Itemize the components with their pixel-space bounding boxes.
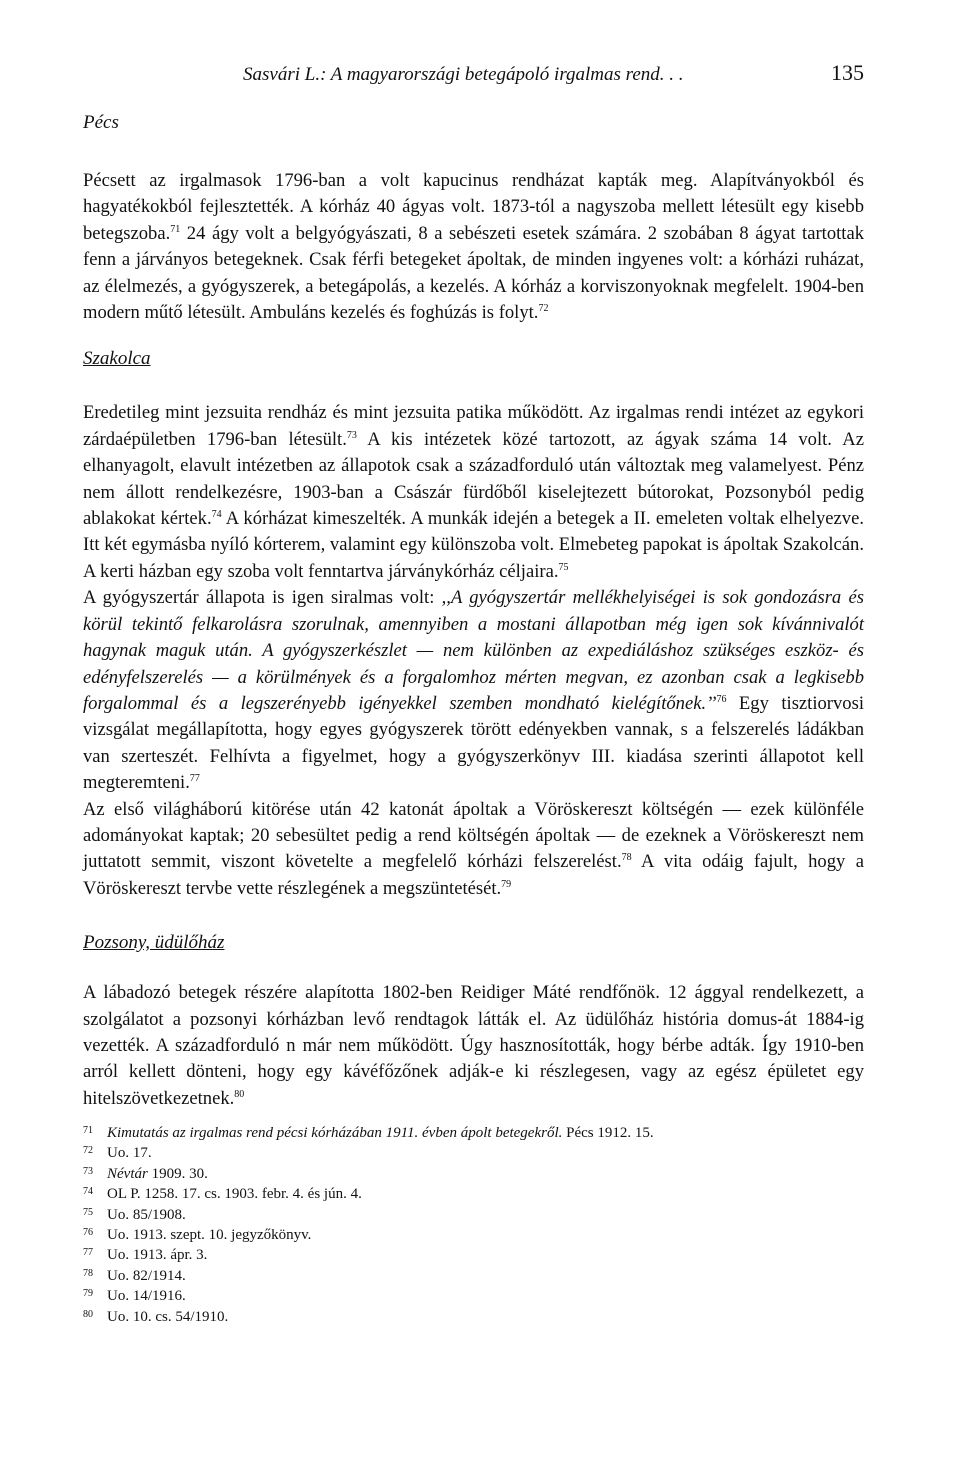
footnote-ref[interactable]: 73 [346,429,357,441]
paragraph-szakolca-3: Az első világháború kitörése után 42 katonát ápoltak a Vöröskereszt költségén — ezek különféle adományokat kaptak; 20 sebesültet pedig a rend költségén ápoltak — de ezeknek a Vöröskereszt nem juttatott semmit, viszont követelte a megfelelő kórházi felszerelést.$^{78}$ A vita odáig fajult, hogy a Vöröskereszt tervbe vette részlegének a megszüntetését.$^{79}$ [83,798,864,899]
paragraph-pozsony: A lábadozó betegek részére alapította 1802-ben Reidiger Máté rendfőnök. 12 ággyal rendelkezett, a szolgálatot a pozsonyi kórházban levő rendtagok látták el. Az üdülőház história domus-át 1884-ig vezették. A századforduló n már nem működött. Úgy hasznosították, hogy bérbe adták. Így 1910-ben arról kellett dönteni, hogy egy kávéfőzőnek adják-e ki részlegesen, vagy az egész épületet egy hitelszövetkezetnek.$^{80}$ [83,982,864,1109]
footnote-item: 80 Uo. 10. cs. 54/1910. [83,1308,864,1328]
footnote-item: 74 OL P. 1258. 17. cs. 1903. febr. 4. és jún. 4. [83,1185,864,1205]
footnote-item: 77 Uo. 1913. ápr. 3. [83,1246,864,1266]
footnote-item: 75 Uo. 85/1908. [83,1206,864,1226]
footnote-number: 78 [83,1267,93,1279]
footnote-ref[interactable]: 80 [234,1088,245,1100]
footnote-ref[interactable]: 71 [170,223,181,235]
footnote-number: 74 [83,1186,93,1198]
footnote-item: 79 Uo. 14/1916. [83,1287,864,1307]
footnote-ref[interactable]: 79 [501,878,512,890]
footnotes [83,1124,864,1328]
footnote-number: 75 [83,1206,93,1218]
footnote-number: 72 [83,1145,93,1157]
footnote-item: 78 Uo. 82/1914. [83,1267,864,1287]
footnote-ref[interactable]: 77 [189,772,200,784]
footnote-ref[interactable]: 74 [211,508,222,520]
footnote-number: 73 [83,1165,93,1177]
footnote-item: 73 Névtár 1909. 30. [83,1165,864,1185]
footnote-ref[interactable]: 75 [558,561,569,573]
section-heading-szakolca: Szakolca [83,348,151,370]
running-head [83,58,864,98]
footnote-number: 77 [83,1247,93,1259]
footnote-number: 80 [83,1308,93,1320]
footnote-number: 71 [83,1125,93,1136]
archive-quote: ,,A gyógyszertár mellékhelyiségei is sok gondozásra és körül tekintő felkarolásra szorulnak, amennyiben a mostani állapotban még igen sok kívánnivalót hagynak maguk után. A gyógyszerkészlet — nem különben az expediáláshoz szükséges eszköz- és edényfelszerelés — a körülmények és a forgalomhoz mérten megvan, ez azonban csak a legkisebb forgalommal és a legszerényebb igényekkel szemben mondható kielégítőnek.’’ [83,587,864,714]
footnote-ref[interactable]: 76 [716,693,727,705]
page-number: 135 [831,60,864,85]
running-head-title: Sasvári L.: A magyarországi betegápoló irgalmas rend. . . [243,64,684,85]
footnote-item: 71 Kimutatás az irgalmas rend pécsi kórházában 1911. évben ápolt betegekről. Pécs 1912. 15. [83,1124,864,1144]
footnote-number: 76 [83,1227,93,1239]
paragraph-szakolca-2: A gyógyszertár állapota is igen siralmas volt: ,,A gyógyszertár mellékhelyiségei is sok gondozásra és körül tekintő felkarolásra szorulnak, amennyiben a mostani állapotban még igen sok kívánnivalót hagynak maguk után. A gyógyszerkészlet — nem különben az expediáláshoz szükséges eszköz- és edényfelszerelés — a körülmények és a forgalomhoz mérten megvan, ez azonban csak a legkisebb forgalommal és a legszerényebb igényekkel szemben mondható kielégítőnek.’’$^{76}$ Egy tisztiorvosi vizsgálat megállapította, hogy egyes gyógyszerek törött edényekben vannak, s a felszerelés ládákban van szerteszét. Felhívta a figyelmet, hogy a gyógyszerkönyv III. kiadása szerinti állapotot kell megteremteni.$^{77}$ [83,587,864,794]
footnote-item: 76 Uo. 1913. szept. 10. jegyzőkönyv. [83,1226,864,1246]
footnote-item: 72 Uo. 17. [83,1144,864,1164]
page-content [83,58,864,1112]
footnote-ref[interactable]: 72 [538,302,549,314]
footnote-ref[interactable]: 78 [621,852,632,864]
section-heading-pozsony: Pozsony, üdülőház [83,932,225,954]
paragraph-pecs: Pécsett az irgalmasok 1796-ban a volt kapucinus rendházat kapták meg. Alapítványokból és hagyatékokból fejlesztették. A kórház 40 ágyas volt. 1873-tól a nagyszoba mellett létesült egy kisebb betegszoba.$^{71}$ 24 ágy volt a belgyógyászati, 8 a sebészeti esetek számára. 2 szobában 8 ágyat tartottak fenn a járványos betegeknek. Csak férfi betegeket ápoltak, de minden ingyenes volt: a kórházi ruházat, az élelmezés, a gyógyszerek, a betegápolás, a kezelés. A kórház a korviszonyoknak megfelelt. 1904-ben modern műtő létesült. Ambuláns kezelés és foghúzás is folyt.$^{72}$ [83,170,864,324]
section-heading-pecs: Pécs [83,112,119,133]
paragraph-szakolca-1: Eredetileg mint jezsuita rendház és mint jezsuita patika működött. Az irgalmas rendi intézet az egykori zárdaépületben 1796-ban létesült.$^{73}$ A kis intézetek közé tartozott, az ágyak száma 14 volt. Az elhanyagolt, elavult intézetben az állapotok csak a századforduló után változtak meg valamelyest. Pénz nem állott rendelkezésre, 1903-ban a Császár fürdőből kiselejtezett bútorokat, Pozsonyból pedig ablakokat kértek.$^{74}$ A kórházat kimeszelték. A munkák idején a betegek a II. emeleten voltak elhelyezve. Itt két egymásba nyíló kórterem, valamint egy különszoba volt. Elmebeteg papokat is ápoltak Szakolcán. A kerti házban egy szoba volt fenntartva járványkórház céljaira.$^{75}$ [83,402,864,582]
footnote-number: 79 [83,1288,93,1300]
